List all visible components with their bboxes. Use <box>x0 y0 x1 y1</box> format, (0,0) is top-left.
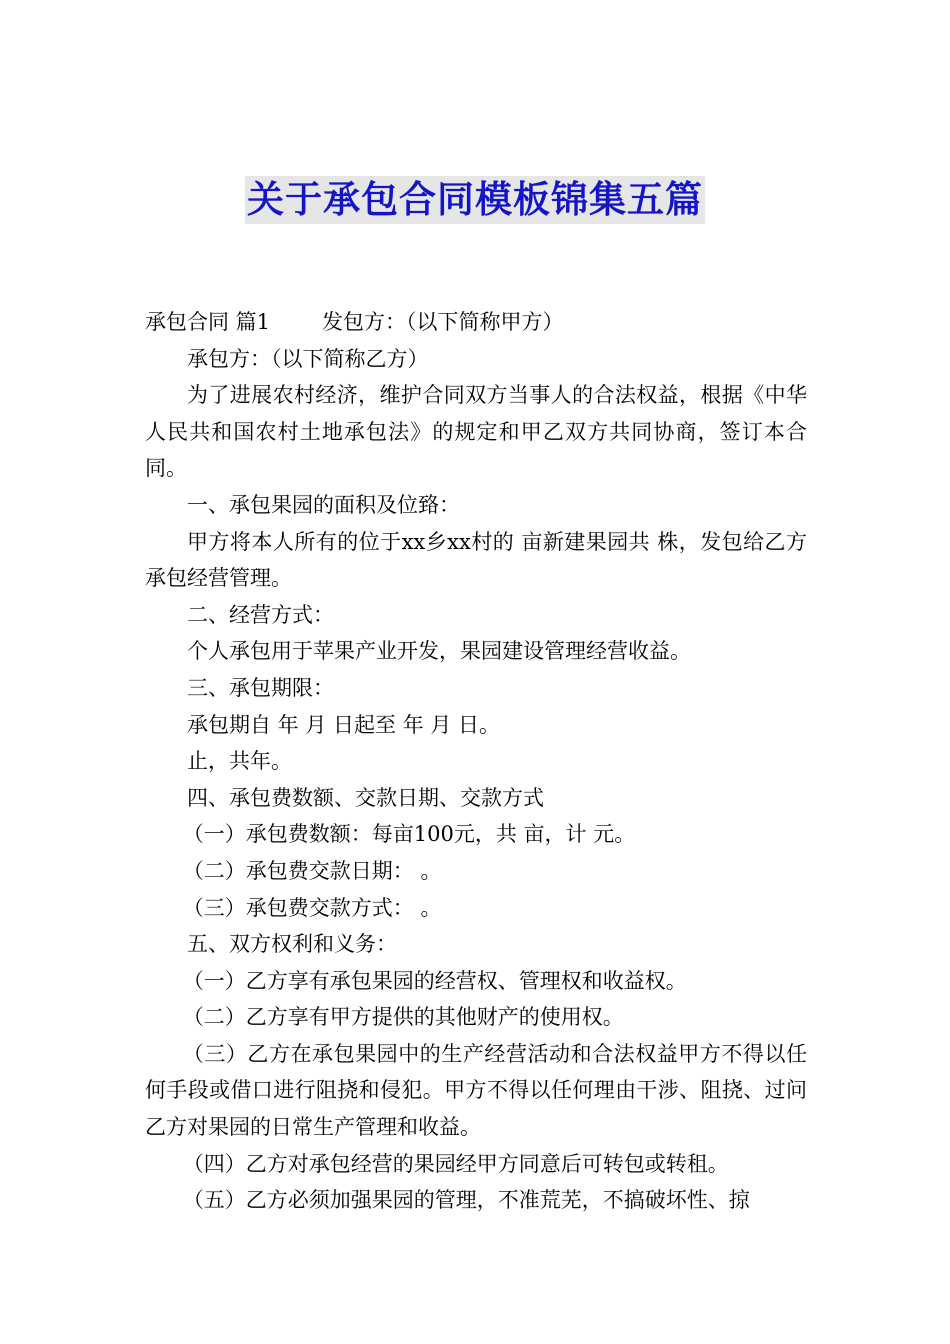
section-heading: 承包合同 篇1 <box>145 310 271 334</box>
paragraph: 止，共年。 <box>187 749 292 774</box>
paragraph: 承包方：（以下简称乙方） <box>187 346 429 371</box>
paragraph: 五、双方权利和义务： <box>187 932 397 957</box>
paragraph-text: 发包方：（以下简称甲方） <box>322 310 564 334</box>
paragraph: 一、承包果园的面积及位臵： <box>187 492 460 517</box>
paragraph: （四）乙方对承包经营的果园经甲方同意后可转包或转租。 <box>182 1151 729 1176</box>
paragraph: （二）承包费交款日期： 。 <box>182 858 442 883</box>
document-title: 关于承包合同模板锦集五篇 <box>245 176 705 224</box>
paragraph: 二、经营方式： <box>187 602 334 627</box>
paragraph: （一）乙方享有承包果园的经营权、管理权和收益权。 <box>182 968 687 993</box>
paragraph: 三、承包期限： <box>187 675 334 700</box>
paragraph: 个人承包用于苹果产业开发，果园建设管理经营收益。 <box>187 639 691 664</box>
title-container <box>0 176 950 224</box>
paragraph: （五）乙方必须加强果园的管理，不准荒芜，不搞破坏性、掠 <box>182 1188 750 1213</box>
document-body <box>145 304 807 1219</box>
paragraph: （二）乙方享有甲方提供的其他财产的使用权。 <box>182 1005 624 1030</box>
paragraph: 甲方将本人所有的位于xx乡xx村的 亩新建果园共 株，发包给乙方承包经营管理。 <box>145 529 807 591</box>
paragraph: 为了进展农村经济，维护合同双方当事人的合法权益，根据《中华人民共和国农村土地承包法》的规定和甲乙双方共同协商，签订本合同。 <box>145 383 807 481</box>
paragraph: 承包期自 年 月 日起至 年 月 日。 <box>187 712 501 737</box>
paragraph: （三）乙方在承包果园中的生产经营活动和合法权益甲方不得以任何手段或借口进行阻挠和侵犯。甲方不得以任何理由干涉、阻挠、过问乙方对果园的日常生产管理和收益。 <box>145 1041 807 1140</box>
paragraph: （一）承包费数额：每亩100元，共 亩，计 元。 <box>182 822 636 847</box>
paragraph: （三）承包费交款方式： 。 <box>182 895 442 920</box>
paragraph: 四、承包费数额、交款日期、交款方式 <box>187 785 544 810</box>
paragraph-heading-line <box>145 304 807 341</box>
